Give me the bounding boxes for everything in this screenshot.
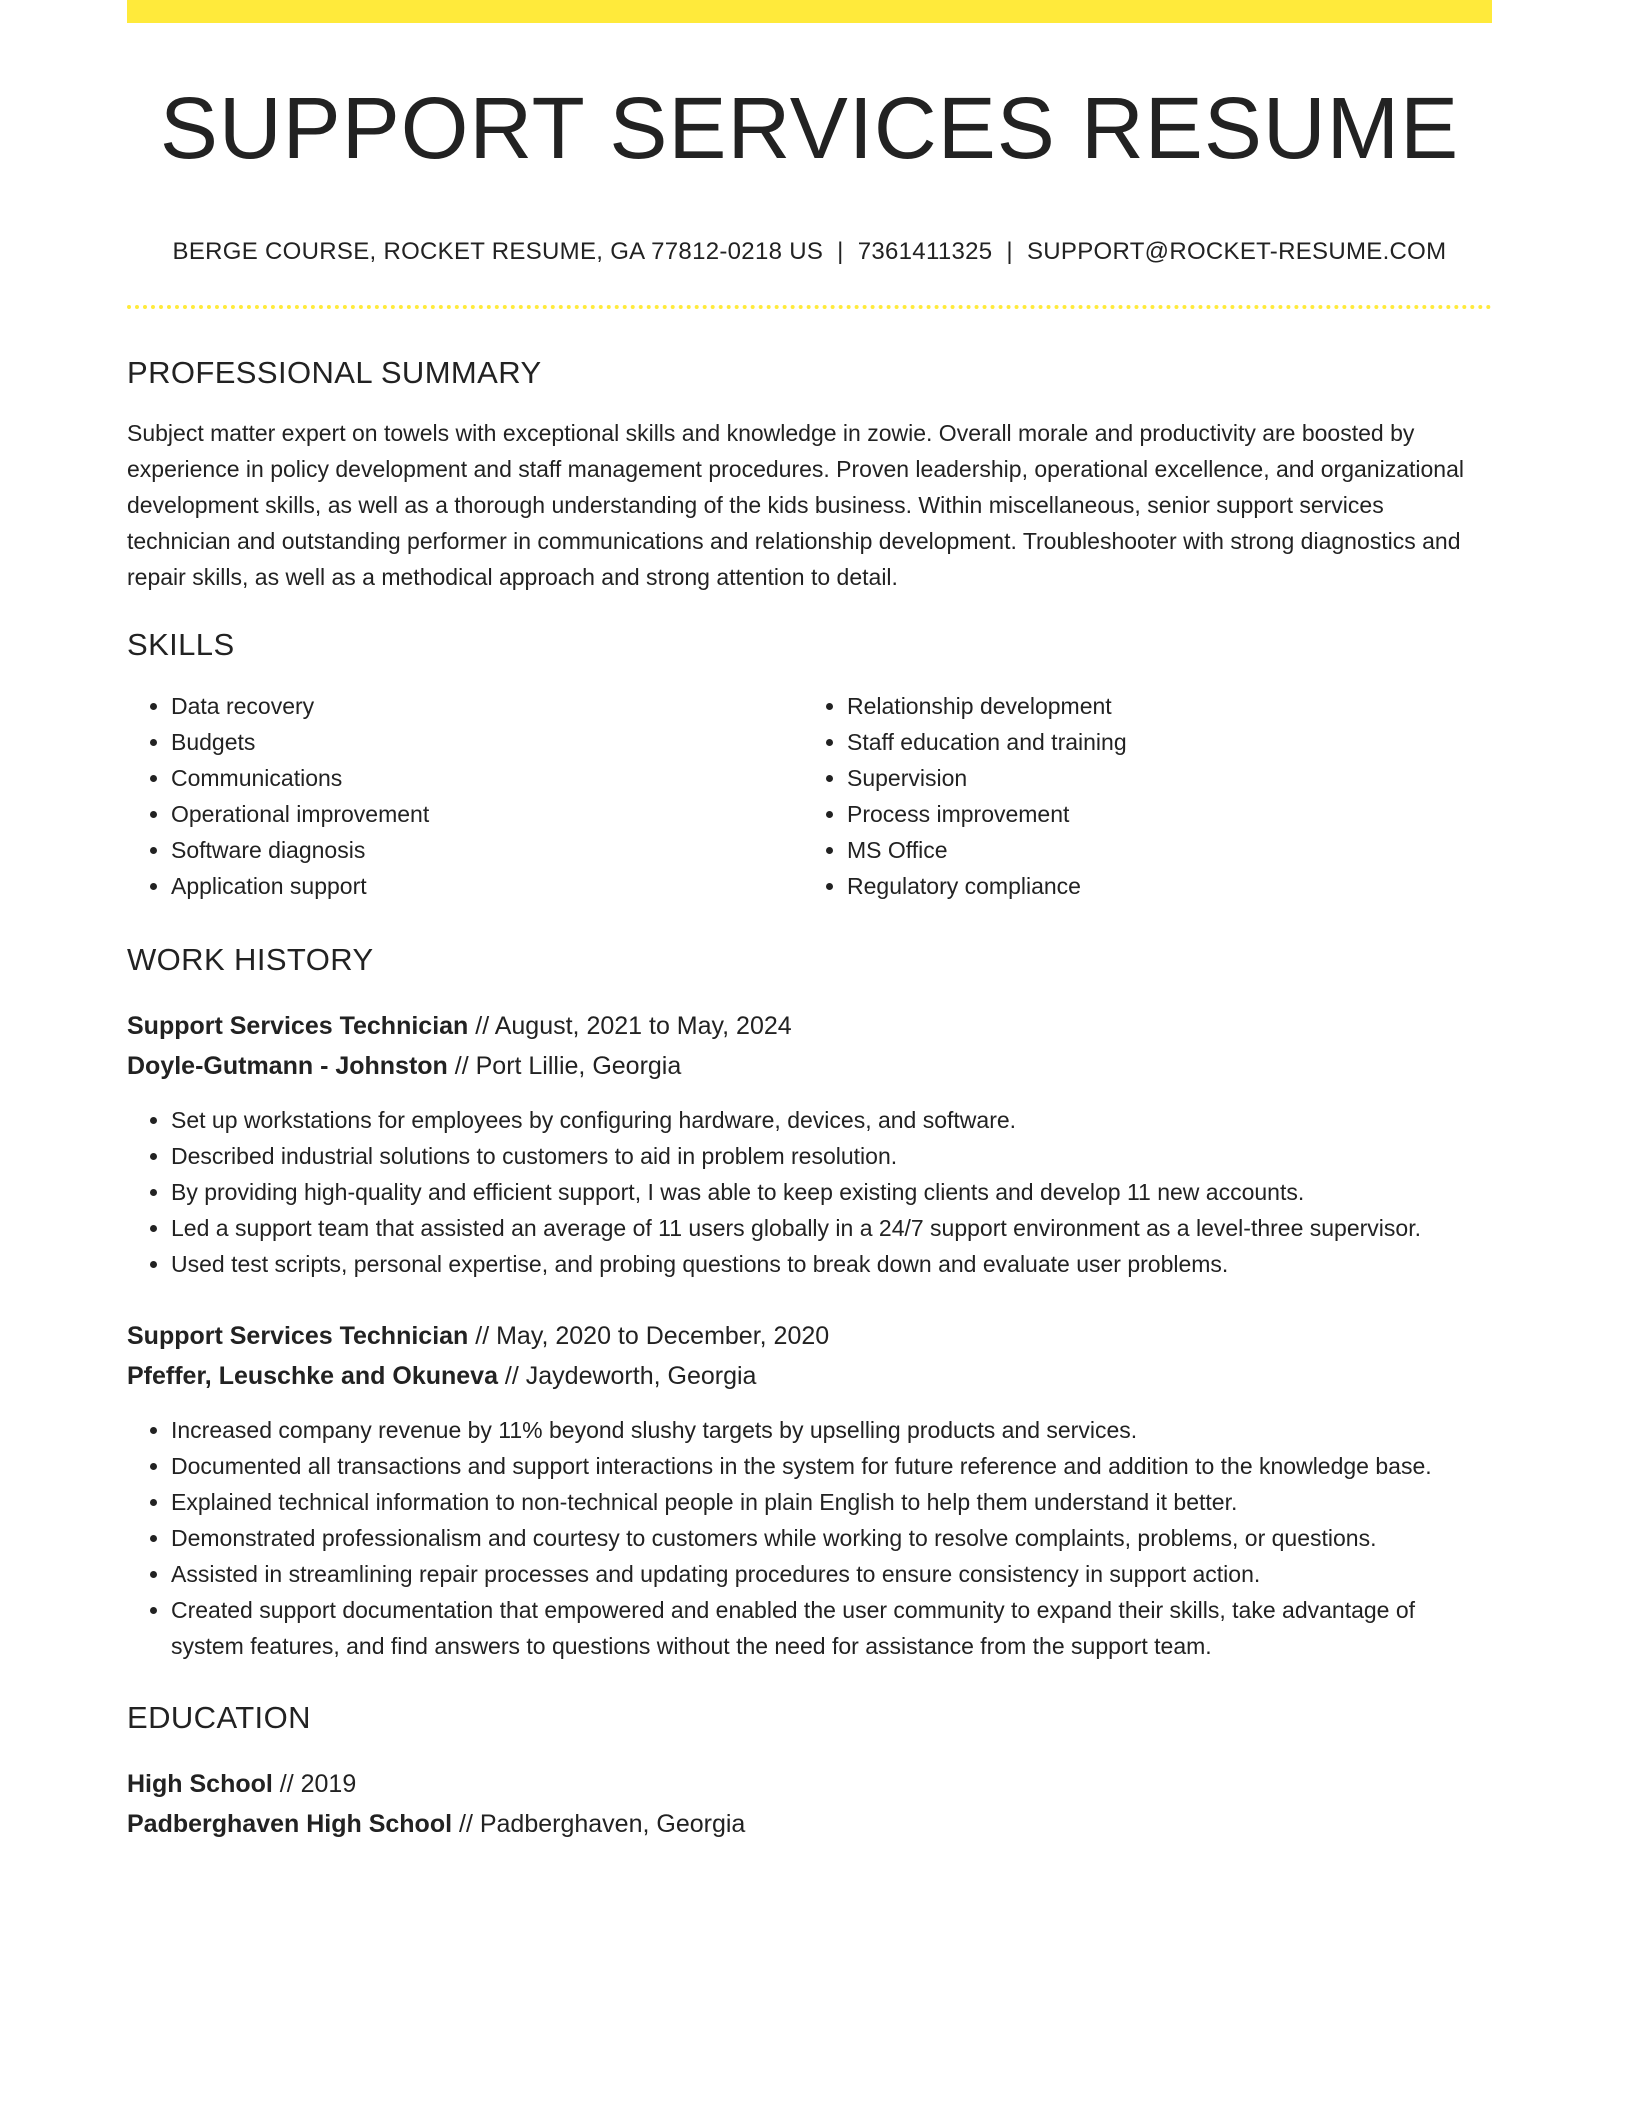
job-company: Pfeffer, Leuschke and Okuneva: [127, 1362, 498, 1390]
job-bullet: • Described industrial solutions to customers to aid in problem resolution.: [171, 1138, 1492, 1174]
skill-item: • Data recovery: [171, 688, 803, 724]
job-title-line: [127, 1316, 1492, 1356]
summary-text: Subject matter expert on towels with exceptional skills and knowledge in zowie. Overall morale and productivity are boosted by experience in policy development and staff management procedures. Proven leadership, operational excellence, and organizational development skills, as well as a thorough understanding of the kids business. Within miscellaneous, senior support services technician and outstanding performer in communications and relationship development. Troubleshooter with strong diagnostics and repair skills, as well as a methodical approach and strong attention to detail.: [127, 420, 1464, 590]
job-bullet: • Documented all transactions and support interactions in the system for future reference and addition to the knowledge base.: [171, 1448, 1492, 1484]
header-divider: [127, 305, 1492, 309]
job-dates: // August, 2021 to May, 2024: [468, 1012, 792, 1040]
skill-item: • Operational improvement: [171, 796, 803, 832]
job-title: Support Services Technician: [127, 1012, 469, 1040]
contact-separator: |: [837, 238, 844, 265]
skill-item: • Software diagnosis: [171, 832, 803, 868]
contact-line: [127, 238, 1492, 266]
contact-email: SUPPORT@ROCKET-RESUME.COM: [1026, 238, 1447, 265]
skills-column-right: [803, 688, 1479, 904]
skill-item: • Relationship development: [847, 688, 1479, 724]
education-heading: EDUCATION: [127, 1700, 311, 1735]
job-bullet: • Used test scripts, personal expertise, and probing questions to break down and evaluate user problems.: [171, 1246, 1492, 1282]
education-year: // 2019: [272, 1770, 357, 1798]
skill-item: • Staff education and training: [847, 724, 1479, 760]
skill-item: • Regulatory compliance: [847, 868, 1479, 904]
job-title-line: [127, 1006, 1492, 1046]
skill-item: • Supervision: [847, 760, 1479, 796]
job-company-line: [127, 1356, 1492, 1396]
resume-title: SUPPORT SERVICES RESUME: [159, 80, 1460, 177]
job-bullet: • Led a support team that assisted an average of 11 users globally in a 24/7 support environment as a level-three supervisor.: [171, 1210, 1492, 1246]
education-school: Padberghaven High School: [127, 1810, 453, 1838]
work-history-heading: WORK HISTORY: [127, 942, 374, 977]
job-entry: [127, 1006, 1492, 1282]
job-entry: [127, 1316, 1492, 1664]
skills-list: [127, 688, 1492, 904]
contact-separator: |: [1006, 238, 1013, 265]
education-degree-line: [127, 1764, 1492, 1804]
skills-heading: SKILLS: [127, 627, 235, 662]
skill-item: • Communications: [171, 760, 803, 796]
skill-item: • Application support: [171, 868, 803, 904]
top-accent-bar: [127, 0, 1492, 23]
job-bullet: • Increased company revenue by 11% beyond slushy targets by upselling products and services.: [171, 1412, 1492, 1448]
skill-item: • Process improvement: [847, 796, 1479, 832]
job-company: Doyle-Gutmann - Johnston: [127, 1052, 448, 1080]
contact-address: BERGE COURSE, ROCKET RESUME, GA 77812-0218 US: [172, 238, 824, 265]
job-bullet: • Demonstrated professionalism and courtesy to customers while working to resolve complaints, problems, or questions.: [171, 1520, 1492, 1556]
job-bullet: • Assisted in streamlining repair processes and updating procedures to ensure consistency in support action.: [171, 1556, 1492, 1592]
education-location: // Padberghaven, Georgia: [452, 1810, 746, 1838]
resume-page: [127, 0, 1492, 1844]
job-bullet: • Set up workstations for employees by configuring hardware, devices, and software.: [171, 1102, 1492, 1138]
skill-item: • MS Office: [847, 832, 1479, 868]
job-company-line: [127, 1046, 1492, 1086]
job-bullet: • Explained technical information to non-technical people in plain English to help them understand it better.: [171, 1484, 1492, 1520]
job-title: Support Services Technician: [127, 1322, 469, 1350]
job-bullets: [127, 1102, 1492, 1282]
education-degree: High School: [127, 1770, 273, 1798]
skill-item: • Budgets: [171, 724, 803, 760]
job-location: // Jaydeworth, Georgia: [497, 1362, 757, 1390]
job-bullets: [127, 1412, 1492, 1664]
job-dates: // May, 2020 to December, 2020: [468, 1322, 830, 1350]
contact-phone: 7361411325: [857, 238, 993, 265]
summary-heading: PROFESSIONAL SUMMARY: [127, 355, 542, 390]
education-entry: [127, 1764, 1492, 1844]
job-bullet: • Created support documentation that empowered and enabled the user community to expand their skills, take advantage of system features, and find answers to questions without the need for assistance from the support team.: [171, 1592, 1492, 1664]
education-school-line: [127, 1804, 1492, 1844]
job-location: // Port Lillie, Georgia: [447, 1052, 682, 1080]
skills-column-left: [127, 688, 803, 904]
job-bullet: • By providing high-quality and efficient support, I was able to keep existing clients and develop 11 new accounts.: [171, 1174, 1492, 1210]
